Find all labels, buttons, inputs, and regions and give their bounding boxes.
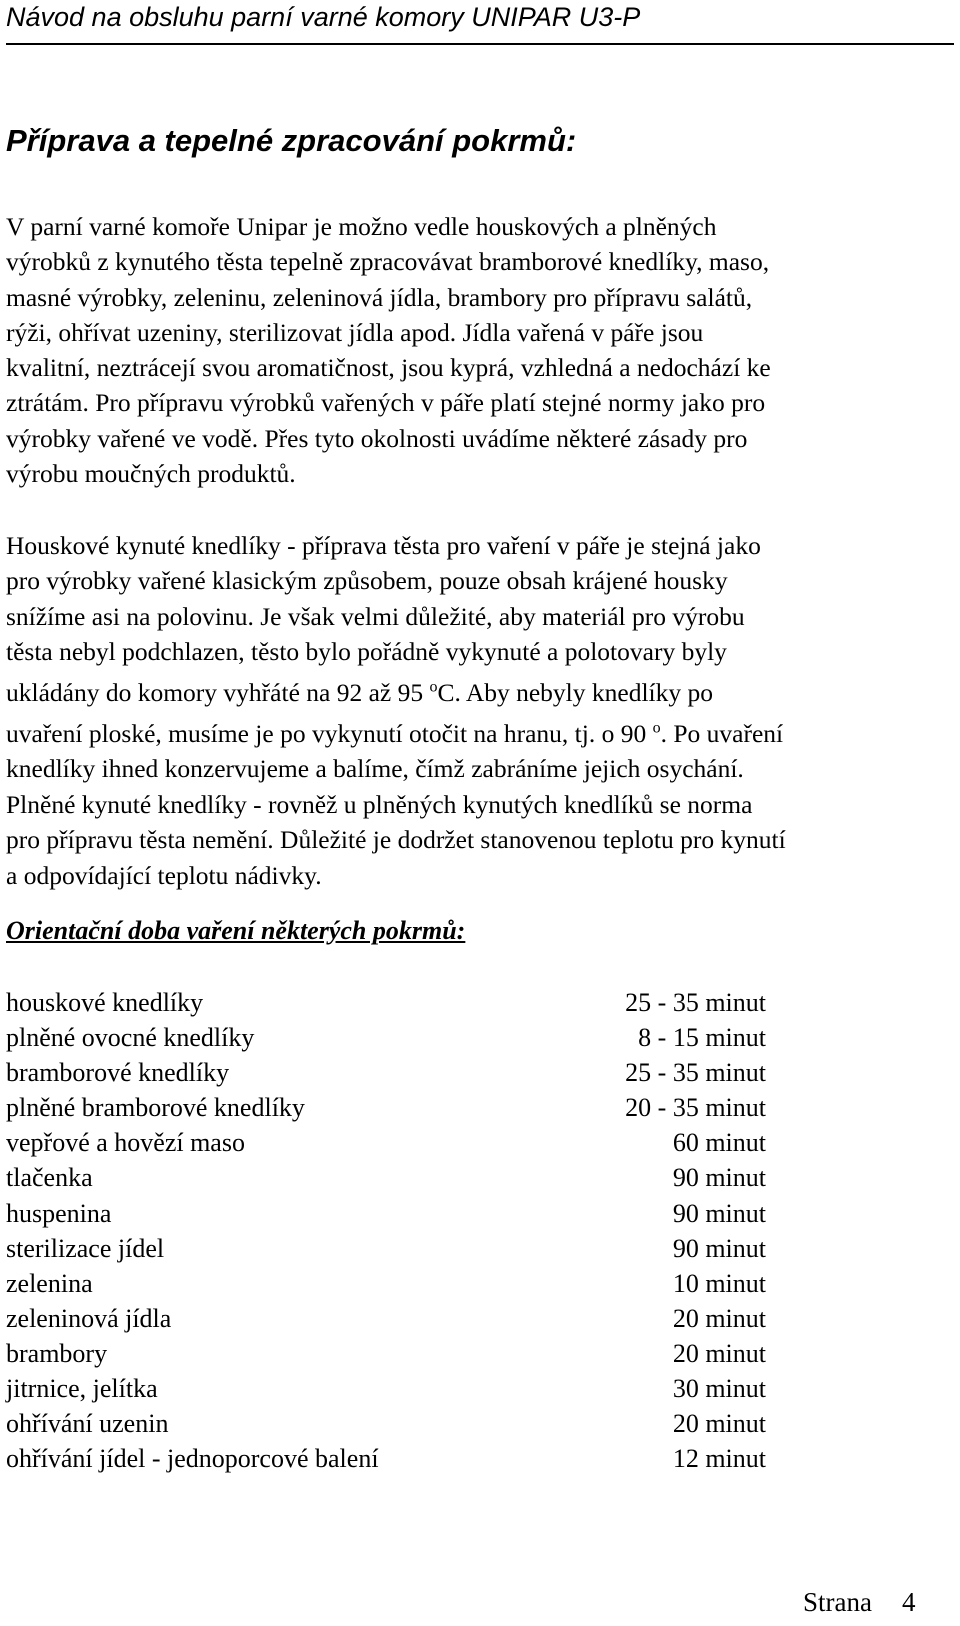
table-row xyxy=(6,1055,766,1090)
paragraph-line: Plněné kynuté knedlíky - rovněž u plněných kynutých knedlíků se norma xyxy=(6,789,753,819)
cooking-time: 20 - 35 minut xyxy=(625,1093,766,1123)
paragraph-line: rýži, ohřívat uzeniny, sterilizovat jídla apod. Jídla vařená v páře jsou xyxy=(6,317,704,347)
cooking-time: 90 minut xyxy=(672,1163,766,1193)
table-row xyxy=(6,1441,766,1476)
table-row xyxy=(6,1196,766,1231)
cooking-time: 30 minut xyxy=(672,1374,766,1404)
dish-name: zeleninová jídla xyxy=(6,1303,172,1333)
paragraph-line: kvalitní, neztrácejí svou aromatičnost, jsou kyprá, vzhledná a nedochází ke xyxy=(6,353,771,383)
paragraph-line-head: ukládány do komory vyhřáté na 92 až 95 xyxy=(6,678,430,708)
paragraph-line-tail: C. Aby nebyly knedlíky po xyxy=(437,678,714,708)
dish-name: zelenina xyxy=(6,1268,93,1298)
cooking-times-heading: Orientační doba vaření některých pokrmů: xyxy=(6,916,466,945)
paragraph-line: masné výrobky, zeleninu, zeleninová jídla, brambory pro přípravu salátů, xyxy=(6,282,753,312)
degree-superscript: o xyxy=(429,678,438,696)
page-number: 4 xyxy=(901,1587,916,1617)
paragraph-line xyxy=(6,719,783,748)
cooking-time: 25 - 35 minut xyxy=(625,1058,766,1088)
dish-name: jitrnice, jelítka xyxy=(6,1374,158,1404)
table-row xyxy=(6,1125,766,1160)
dish-name: ohřívání jídel - jednoporcové balení xyxy=(6,1444,379,1474)
table-row xyxy=(6,1406,766,1441)
cooking-time: 20 minut xyxy=(672,1303,766,1333)
cooking-time: 90 minut xyxy=(672,1233,766,1263)
paragraph-line: ztrátám. Pro přípravu výrobků vařených v páře platí stejné normy jako pro xyxy=(6,388,766,418)
paragraph-line: snížíme asi na polovinu. Je však velmi důležité, aby materiál pro výrobu xyxy=(6,601,745,631)
section-title: Příprava a tepelné zpracování pokrmů: xyxy=(6,123,577,158)
dish-name: bramborové knedlíky xyxy=(6,1058,230,1088)
paragraph-line-tail: . Po uvaření xyxy=(660,719,784,749)
page-footer xyxy=(803,1584,915,1620)
cooking-time: 60 minut xyxy=(672,1128,766,1158)
paragraph-line-head: uvaření ploské, musíme je po vykynutí otočit na hranu, tj. o 90 xyxy=(6,719,653,749)
dish-name: plněné ovocné knedlíky xyxy=(6,1023,255,1053)
table-row xyxy=(6,1301,766,1336)
degree-superscript: o xyxy=(652,719,661,737)
paragraph-line: pro přípravu těsta nemění. Důležité je dodržet stanovenou teplotu pro kynutí xyxy=(6,825,786,855)
dumplings-paragraph xyxy=(6,528,906,893)
cooking-time: 90 minut xyxy=(672,1198,766,1228)
cooking-time: 20 minut xyxy=(672,1338,766,1368)
running-header: Návod na obsluhu parní varné komory UNIPAR U3-P xyxy=(6,2,641,32)
dish-name: plněné bramborové knedlíky xyxy=(6,1093,305,1123)
paragraph-line: výrobků z kynutého těsta tepelně zpracovávat bramborové knedlíky, maso, xyxy=(6,247,770,277)
intro-paragraph xyxy=(6,209,906,491)
paragraph-line xyxy=(6,678,713,707)
paragraph-line: V parní varné komoře Unipar je možno vedle houskových a plněných xyxy=(6,212,717,241)
table-row xyxy=(6,1160,766,1195)
cooking-time: 20 minut xyxy=(672,1409,766,1439)
paragraph-line: výrobu moučných produktů. xyxy=(6,459,296,489)
cooking-times-table xyxy=(6,985,766,1476)
table-row xyxy=(6,1090,766,1125)
cooking-time: 10 minut xyxy=(672,1268,766,1298)
paragraph-line: pro výrobky vařené klasickým způsobem, pouze obsah krájené housky xyxy=(6,566,728,596)
header-divider xyxy=(6,43,954,45)
cooking-time: 25 - 35 minut xyxy=(625,988,766,1017)
paragraph-line: výrobky vařené ve vodě. Přes tyto okolnosti uvádíme některé zásady pro xyxy=(6,423,748,453)
dish-name: houskové knedlíky xyxy=(6,988,204,1017)
paragraph-line: a odpovídající teplotu nádivky. xyxy=(6,860,322,890)
dish-name: brambory xyxy=(6,1338,108,1368)
table-row xyxy=(6,1266,766,1301)
dish-name: huspenina xyxy=(6,1198,112,1228)
table-row xyxy=(6,1371,766,1406)
cooking-time: 8 - 15 minut xyxy=(638,1023,766,1053)
cooking-time: 12 minut xyxy=(672,1444,766,1474)
dish-name: vepřové a hovězí maso xyxy=(6,1128,245,1158)
dish-name: sterilizace jídel xyxy=(6,1233,165,1263)
page-label: Strana xyxy=(803,1587,872,1617)
table-row xyxy=(6,1231,766,1266)
dish-name: ohřívání uzenin xyxy=(6,1409,169,1439)
table-row xyxy=(6,1020,766,1055)
paragraph-line: knedlíky ihned konzervujeme a balíme, čímž zabráníme jejich osychání. xyxy=(6,754,744,784)
dish-name: tlačenka xyxy=(6,1163,93,1193)
table-row xyxy=(6,985,766,1020)
paragraph-line: těsta nebyl podchlazen, těsto bylo pořádně vykynuté a polotovary byly xyxy=(6,637,727,667)
table-row xyxy=(6,1336,766,1371)
paragraph-line: Houskové kynuté knedlíky - příprava těsta pro vaření v páře je stejná jako xyxy=(6,531,761,560)
